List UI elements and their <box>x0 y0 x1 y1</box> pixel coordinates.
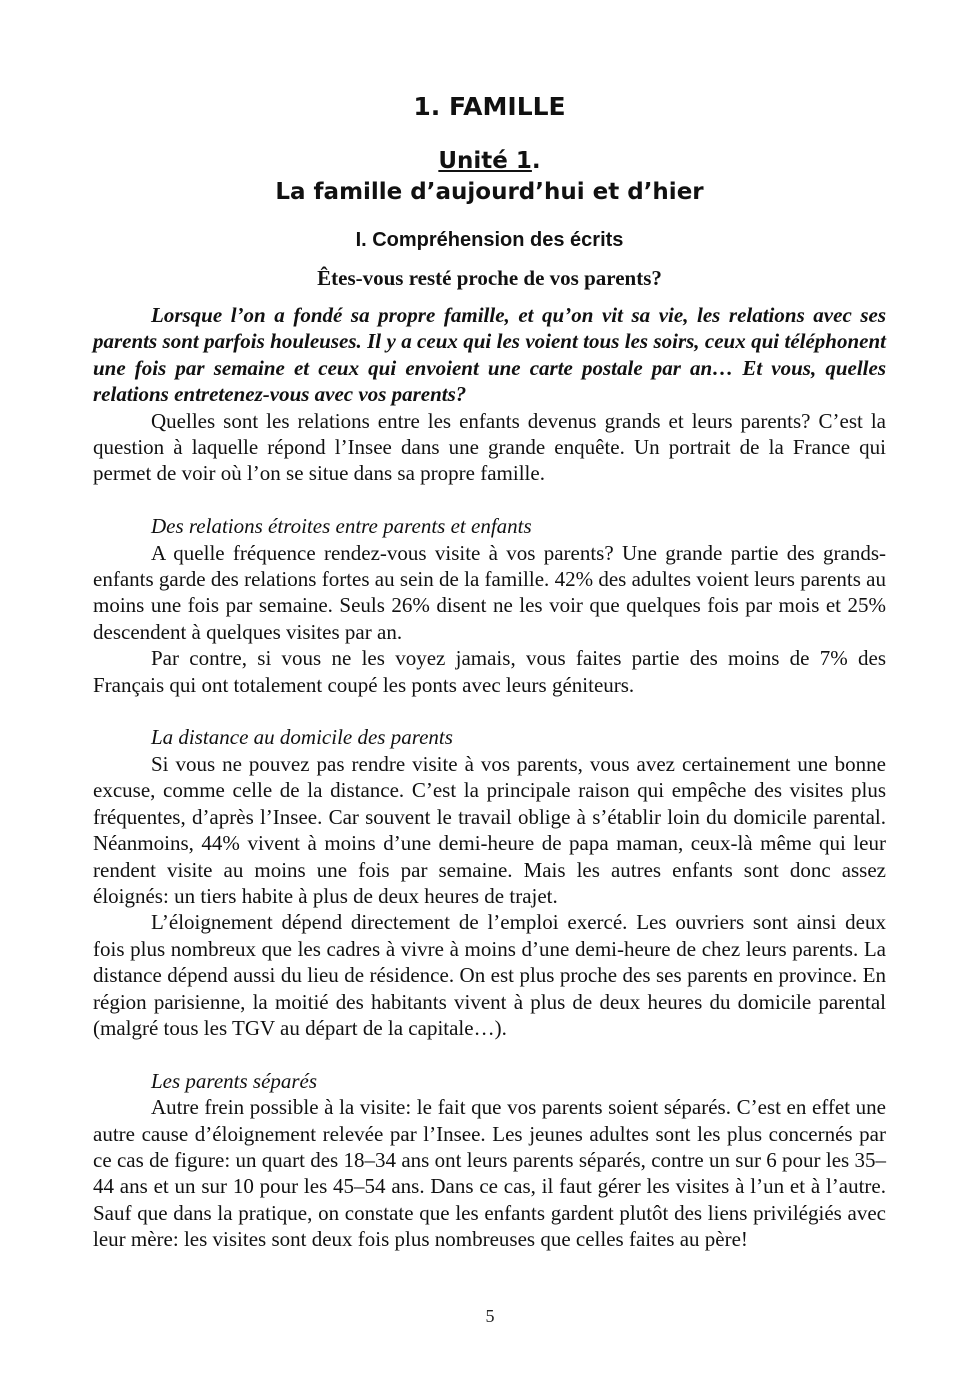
section-title: I. Compréhension des écrits <box>355 229 624 251</box>
paragraph: Si vous ne pouvez pas rendre visite à vos parents, vous avez certainement une bonne excuse, comme celle de la distance. C’est la principale raison qui empêche des visites plus fréquentes, d’après l’Insee. Car souvent le travail oblige à s’établir loin du domicile parental. Néanmoins, 44% vivent à moins d’une demi-heure de papa maman, ceux-là même qui leur rendent visite au moins une fois par semaine. Mais les autres enfants sont donc assez éloignés: un tiers habite à plus de deux heures de trajet. <box>93 751 886 908</box>
subheading-distance: La distance au domicile des parents <box>151 725 453 750</box>
paragraph: A quelle fréquence rendez-vous visite à vos parents? Une grande partie des grands-enfants garde des relations fortes au sein de la famille. 42% des adultes voient leurs parents au moins une fois par semaine. Seuls 26% disent ne les voir que quelques fois par mois et 25% descendent à quelques visites par an. <box>93 540 886 644</box>
article-title: Êtes-vous resté proche de vos parents? <box>317 266 662 290</box>
article-body <box>93 302 886 1253</box>
paragraph: L’éloignement dépend directement de l’emploi exercé. Les ouvriers sont ainsi deux fois plus nombreux que les cadres à vivre à moins d’une demi-heure de chez leurs parents. La distance dépend aussi du lieu de résidence. On est plus proche des ses parents en province. En région parisienne, la moitié des habitants vivent à plus de deux heures du domicile parental (malgré tous les TGV au départ de la capitale…). <box>93 910 886 1040</box>
intro-paragraph: Quelles sont les relations entre les enfants devenus grands et leurs parents? C’est la question à laquelle répond l’Insee dans une grande enquête. Un portrait de la France qui permet de voir où l’on se situe dans sa propre famille. <box>93 408 886 486</box>
page-number: 5 <box>485 1306 495 1326</box>
lead-paragraph: Lorsque l’on a fondé sa propre famille, et qu’on vit sa vie, les relations avec ses parents sont parfois houleuses. Il y a ceux qui les voient tous les soirs, ceux qui téléphonent une fois par semaine et ceux qui envoient une carte postale par an… Et vous, quelles relations entretenez-vous avec vos parents? <box>93 303 886 407</box>
subheading-separated-parents: Les parents séparés <box>151 1068 318 1093</box>
paragraph-gap <box>93 487 886 513</box>
unit-title: La famille d’aujourd’hui et d’hier <box>275 179 704 205</box>
paragraph: Autre frein possible à la visite: le fait que vos parents soient séparés. C’est en effet une autre cause d’éloignement relevée par l’Insee. Les jeunes adultes sont les plus concernés par ce cas de figure: un quart des 18–34 ans ont leurs parents séparés, contre un sur 6 pour les 35–44 ans et un sur 10 pour les 45–54 ans. Dans ce cas, il faut gérer les visites à l’un et à l’autre. Sauf que dans la pratique, on constate que les enfants gardent plutôt des liens privilégiés avec leur mère: les visites sont deux fois plus nombreuses que celles faites au père! <box>93 1095 886 1252</box>
paragraph-gap <box>93 698 886 724</box>
unit-heading <box>93 148 886 174</box>
unit-label: Unité 1 <box>438 148 532 174</box>
chapter-title: 1. FAMILLE <box>413 92 566 121</box>
unit-suffix: . <box>531 148 541 174</box>
paragraph: Par contre, si vous ne les voyez jamais, vous faites partie des moins de 7% des Français qui ont totalement coupé les ponts avec leurs géniteurs. <box>93 646 886 697</box>
subheading-relations: Des relations étroites entre parents et enfants <box>151 514 532 539</box>
paragraph-gap <box>93 1041 886 1067</box>
